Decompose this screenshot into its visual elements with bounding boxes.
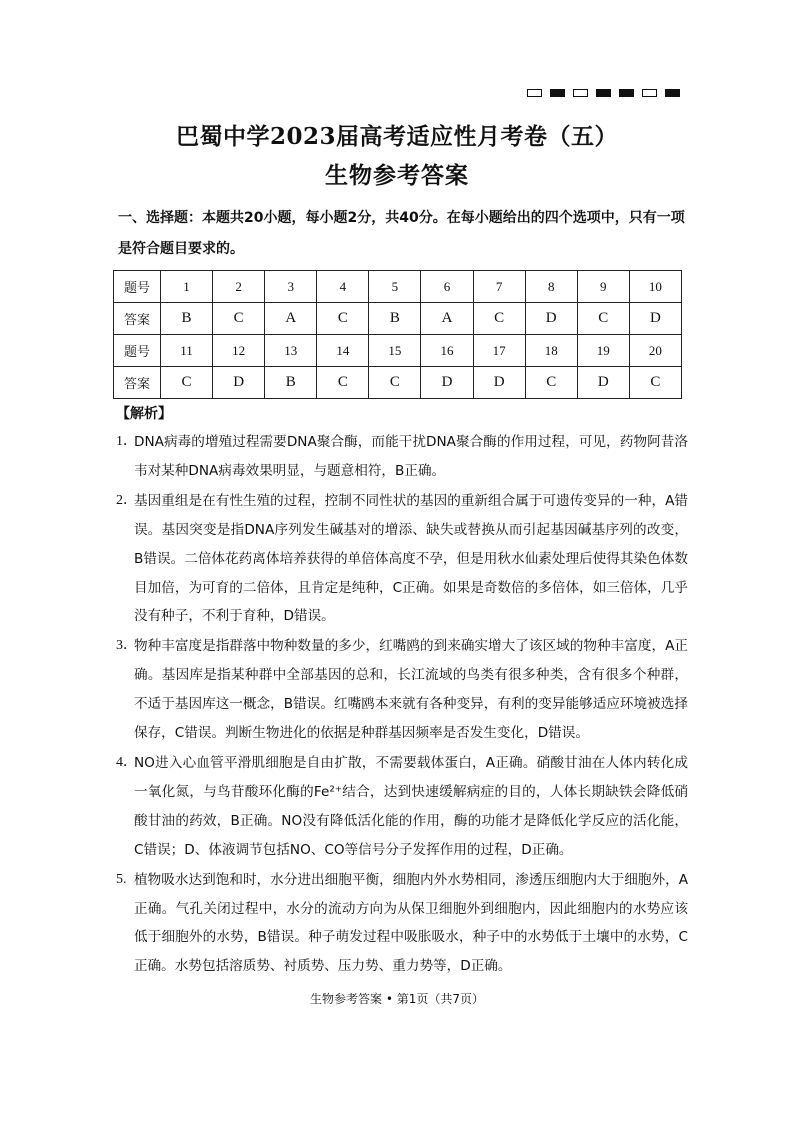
marker-block: [642, 89, 657, 97]
answer-cell: B: [161, 303, 213, 335]
document-title: 巴蜀中学2023届高考适应性月考卷（五）: [175, 123, 618, 150]
analysis-item: [118, 866, 688, 982]
item-text: DNA病毒的增殖过程需要DNA聚合酶，而能干扰DNA聚合酶的作用过程，可见，药物阿昔洛韦对某种DNA病毒效果明显，与题意相符，B正确。: [134, 434, 688, 479]
item-text: 基因重组是在有性生殖的过程，控制不同性状的基因的重新组合属于可遗传变异的一种，A错误。基因突变是指DNA序列发生碱基对的增添、缺失或替换从而引起基因碱基序列的改变，B错误。二倍体花药离体培养获得的单倍体高度不孕，但是用秋水仙素处理后使得其染色体数目加倍，为可育的二倍体，且肯定是纯种，C正确。如果是奇数倍的多倍体，如三倍体，几乎没有种子，不利于育种，D错误。: [134, 492, 688, 625]
question-number: 10: [629, 271, 681, 303]
page-marker-blocks: [527, 89, 680, 97]
row-label: 答案: [114, 367, 161, 399]
question-number: 13: [265, 335, 317, 367]
table-row: [114, 335, 682, 367]
table-row: [114, 303, 682, 335]
item-text: 物种丰富度是指群落中物种数量的多少，红嘴鸥的到来确实增大了该区域的物种丰富度，A正确。基因库是指某种群中全部基因的总和，长江流域的鸟类有很多种类，含有很多个种群，不适于基因库这一概念，B错误。红嘴鸥本来就有各种变异，有利的变异能够适应环境被选择保存，C错误。判断生物进化的依据是种群基因频率是否发生变化，D错误。: [134, 638, 688, 742]
answer-cell: D: [629, 303, 681, 335]
analysis-heading: 【解析】: [116, 406, 172, 422]
question-number: 15: [369, 335, 421, 367]
answer-cell: C: [213, 303, 265, 335]
question-number: 19: [577, 335, 629, 367]
row-label: 题号: [114, 335, 161, 367]
item-text: NO进入心血管平滑肌细胞是自由扩散，不需要载体蛋白，A正确。硝酸甘油在人体内转化成一氧化氮，与鸟苷酸环化酶的Fe²⁺结合，达到快速缓解病症的目的，人体长期缺铁会降低硝酸甘油的药效，B正确。NO没有降低活化能的作用，酶的功能才是降低化学反应的活化能，C错误；D、体液调节包括NO、CO等信号分子发挥作用的过程，D正确。: [134, 754, 688, 858]
question-number: 3: [265, 271, 317, 303]
question-number: 20: [629, 335, 681, 367]
item-number: 5.: [116, 871, 127, 887]
answer-cell: B: [369, 303, 421, 335]
section-heading: 一、选择题：本题共20小题，每小题2分，共40分。在每小题给出的四个选项中，只有一项是符合题目要求的。: [118, 210, 685, 257]
marker-block: [596, 89, 611, 97]
marker-block: [527, 89, 542, 97]
marker-block: [619, 89, 634, 97]
answer-cell: D: [421, 367, 473, 399]
analysis-item: [118, 428, 688, 486]
answer-cell: A: [421, 303, 473, 335]
analysis-item: [118, 632, 688, 748]
item-number: 2．: [116, 492, 137, 508]
answer-cell: D: [213, 367, 265, 399]
question-number: 4: [317, 271, 369, 303]
answer-cell: C: [317, 303, 369, 335]
question-number: 5: [369, 271, 421, 303]
answer-cell: A: [265, 303, 317, 335]
answer-cell: C: [161, 367, 213, 399]
answer-cell: C: [317, 367, 369, 399]
analysis-list: [118, 428, 688, 982]
item-number: 4．: [116, 754, 137, 770]
question-number: 1: [161, 271, 213, 303]
item-text: 植物吸水达到饱和时，水分进出细胞平衡，细胞内外水势相同，渗透压细胞内大于细胞外，A正确。气孔关闭过程中，水分的流动方向为从保卫细胞外到细胞内，因此细胞内的水势应该低于细胞外的水势，B错误。种子萌发过程中吸胀吸水，种子中的水势低于土壤中的水势，C正确。水势包括溶质势、衬质势、压力势、重力势等，D正确。: [134, 871, 688, 975]
question-number: 16: [421, 335, 473, 367]
answer-cell: D: [525, 303, 577, 335]
answer-table: [113, 270, 682, 399]
item-number: 3．: [116, 638, 137, 654]
answer-cell: C: [473, 303, 525, 335]
analysis-item: [118, 487, 688, 632]
row-label: 题号: [114, 271, 161, 303]
answer-cell: B: [265, 367, 317, 399]
answer-cell: C: [629, 367, 681, 399]
marker-block: [573, 89, 588, 97]
table-row: [114, 367, 682, 399]
marker-block: [665, 89, 680, 97]
row-label: 答案: [114, 303, 161, 335]
answer-cell: C: [577, 303, 629, 335]
table-row: [114, 271, 682, 303]
question-number: 8: [525, 271, 577, 303]
question-number: 2: [213, 271, 265, 303]
item-number: 1．: [116, 434, 137, 449]
page-footer: 生物参考答案 • 第1页（共7页）: [310, 992, 484, 1006]
question-number: 6: [421, 271, 473, 303]
question-number: 18: [525, 335, 577, 367]
marker-block: [550, 89, 565, 97]
question-number: 17: [473, 335, 525, 367]
question-number: 11: [161, 335, 213, 367]
answer-cell: C: [369, 367, 421, 399]
answer-cell: D: [473, 367, 525, 399]
question-number: 9: [577, 271, 629, 303]
question-number: 12: [213, 335, 265, 367]
answer-cell: D: [577, 367, 629, 399]
question-number: 7: [473, 271, 525, 303]
question-number: 14: [317, 335, 369, 367]
answer-cell: C: [525, 367, 577, 399]
document-subtitle: 生物参考答案: [325, 162, 469, 189]
analysis-item: [118, 749, 688, 865]
